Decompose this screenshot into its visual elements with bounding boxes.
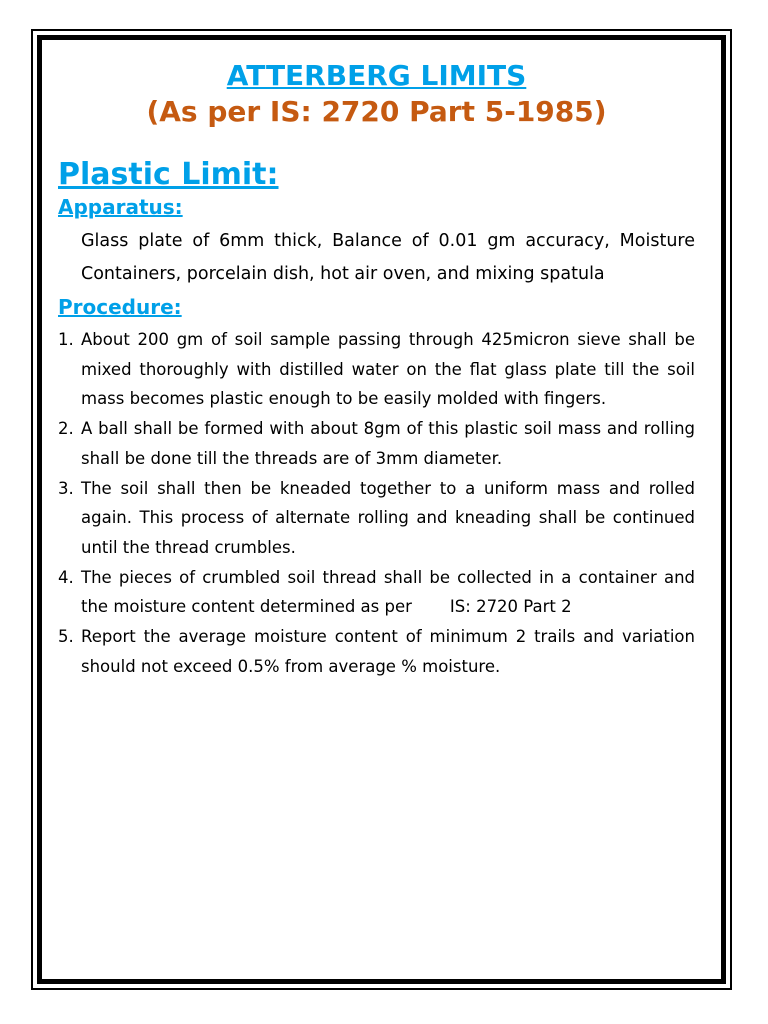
step-text: Report the average moisture content of minimum 2 trails and variation should not exceed 0.5% from average % moisture.: [81, 627, 695, 676]
step-text: The soil shall then be kneaded together to a uniform mass and rolled again. This process of alternate rolling and kneading shall be continued until the thread crumbles.: [81, 478, 695, 557]
step-number: 5.: [58, 627, 74, 647]
section-title-plastic-limit: Plastic Limit:: [58, 157, 279, 192]
standard-reference: IS: 2720 Part 2: [449, 597, 572, 617]
step-number: 1.: [58, 330, 74, 349]
step-number: 2.: [58, 419, 74, 439]
apparatus-heading: Apparatus:: [58, 195, 183, 219]
step-number: 4.: [58, 567, 74, 587]
step-text: A ball shall be formed with about 8gm of this plastic soil mass and rolling shall be done till the threads are of 3mm diameter.: [81, 419, 695, 468]
procedure-step-1: [58, 325, 695, 414]
procedure-steps-list: [58, 325, 695, 681]
procedure-step-3: [58, 474, 695, 563]
step-text-container: [81, 563, 695, 622]
step-text: The pieces of crumbled soil thread shall be collected in a container and the moisture content determined as per: [81, 567, 695, 617]
apparatus-text: Glass plate of 6mm thick, Balance of 0.01 gm accuracy, Moisture Containers, porcelain dish, hot air oven, and mixing spatula: [81, 231, 695, 284]
procedure-heading: Procedure:: [58, 295, 182, 319]
document-subtitle: (As per IS: 2720 Part 5-1985): [146, 95, 607, 128]
procedure-step-5: [58, 622, 695, 681]
document-content: [58, 58, 695, 681]
document-title: ATTERBERG LIMITS: [226, 59, 527, 92]
step-number: 3.: [58, 478, 74, 498]
step-text: About 200 gm of soil sample passing through 425micron sieve shall be mixed thoroughly with distilled water on the flat glass plate till the soil mass becomes plastic enough to be easily molded with fingers.: [81, 330, 695, 409]
procedure-step-4: [58, 563, 695, 622]
procedure-step-2: [58, 414, 695, 473]
